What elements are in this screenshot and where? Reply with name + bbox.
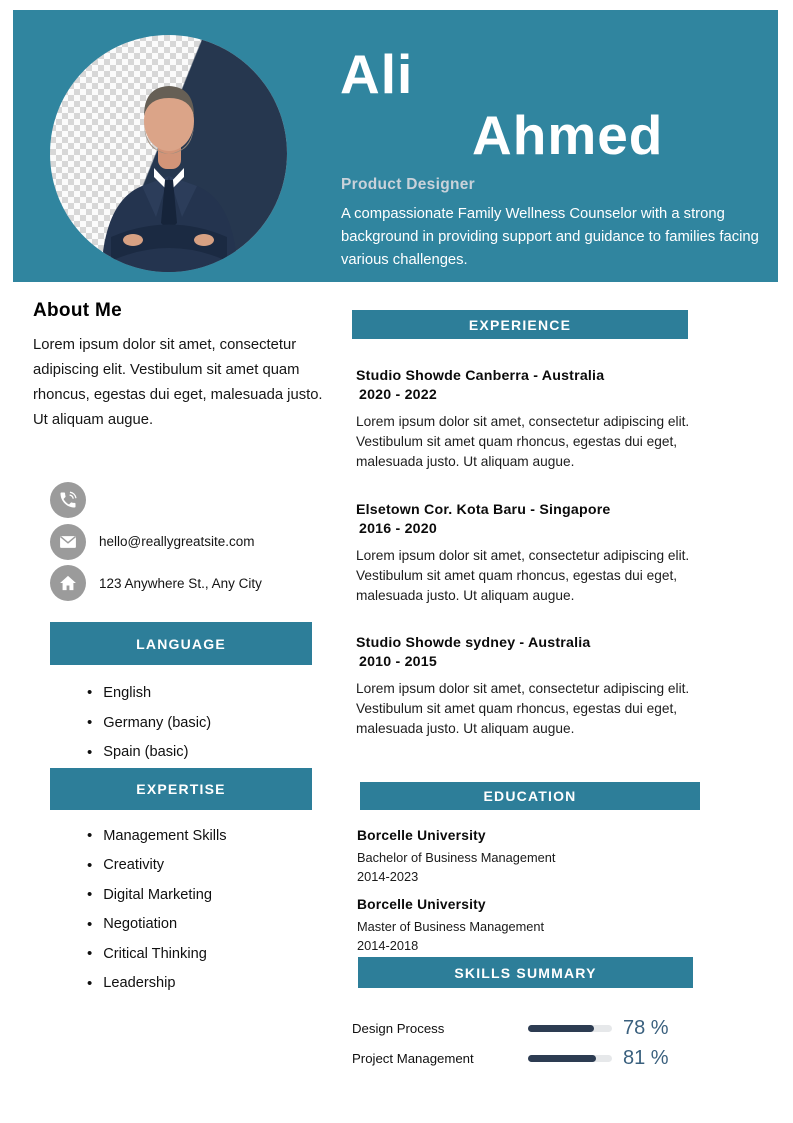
man-portrait-illustration [80, 73, 258, 272]
education-entry [357, 897, 697, 953]
experience-section-header [352, 310, 688, 339]
skill-label: Project Management [352, 1050, 474, 1066]
contact-row-phone [50, 482, 262, 518]
experience-entry [356, 368, 706, 472]
education-section-header [360, 782, 700, 810]
email-text: hello@reallygreatsite.com [99, 534, 255, 549]
skills-heading-label: SKILLS SUMMARY [454, 964, 597, 981]
header-banner [13, 10, 778, 282]
skill-progress-track [528, 1025, 612, 1032]
job-dates: 2010 - 2015 [359, 654, 437, 670]
list-item: • Digital Marketing [87, 880, 227, 910]
school-name: Borcelle University [357, 828, 486, 843]
phone-icon [50, 482, 86, 518]
contact-row-email [50, 524, 262, 560]
profile-photo [50, 35, 287, 272]
skill-progress-fill [528, 1055, 596, 1062]
list-item: • Leadership [87, 969, 227, 999]
job-dates: 2020 - 2022 [359, 387, 437, 403]
degree: Bachelor of Business Management [357, 850, 556, 865]
experience-heading-label: EXPERIENCE [468, 316, 572, 333]
address-text: 123 Anywhere St., Any City [99, 575, 262, 591]
degree: Master of Business Management [357, 919, 545, 934]
skill-progress-fill [528, 1025, 594, 1032]
job-description: Lorem ipsum dolor sit amet, consectetur adipiscing elit. Vestibulum sit amet quam rhoncus, egestas dui eget, malesuada justo. Ut aliquam augue. [356, 414, 690, 469]
profile-summary: A compassionate Family Wellness Counselor with a strong background in providing support and guidance to families facing various challenges. [341, 206, 759, 268]
job-title-line: Elsetown Cor. Kota Baru - Singapore [356, 502, 611, 518]
job-title: Product Designer [341, 176, 475, 193]
language-section-header [50, 622, 312, 665]
contact-list [50, 482, 262, 607]
experience-entry [356, 635, 706, 739]
list-item: • Germany (basic) [87, 708, 211, 738]
job-dates: 2016 - 2020 [359, 521, 437, 537]
skill-row [352, 1013, 697, 1043]
skill-label: Design Process [352, 1020, 445, 1036]
expertise-section-header [50, 768, 312, 810]
about-heading: About Me [33, 300, 122, 321]
list-item: • Spain (basic) [87, 737, 211, 767]
language-heading-label: LANGUAGE [136, 635, 226, 652]
education-dates: 2014-2023 [357, 869, 419, 884]
education-dates: 2014-2018 [357, 938, 419, 953]
skill-row [352, 1043, 697, 1073]
skill-percent: 78 % [623, 1016, 669, 1039]
language-list [87, 678, 211, 767]
list-item: • English [87, 678, 211, 708]
list-item: • Critical Thinking [87, 939, 227, 969]
skill-progress-track [528, 1055, 612, 1062]
school-name: Borcelle University [357, 897, 486, 912]
list-item: • Management Skills [87, 821, 227, 851]
contact-row-address [50, 565, 262, 601]
home-icon [50, 565, 86, 601]
list-item: • Negotiation [87, 910, 227, 940]
email-icon [50, 524, 86, 560]
education-entry [357, 828, 697, 884]
name-second-line: Ahmed [472, 104, 664, 166]
job-title-line: Studio Showde sydney - Australia [356, 635, 591, 651]
name-first-line: Ali [340, 43, 414, 105]
expertise-heading-label: EXPERTISE [136, 781, 226, 797]
experience-entry [356, 502, 706, 606]
job-title-line: Studio Showde Canberra - Australia [356, 368, 605, 384]
skill-percent: 81 % [623, 1046, 669, 1069]
person-name [340, 44, 663, 166]
expertise-list [87, 821, 227, 998]
about-text: Lorem ipsum dolor sit amet, consectetur adipiscing elit. Vestibulum sit amet quam rhoncus, egestas dui eget, malesuada justo. Ut aliquam augue. [33, 337, 323, 428]
skills-list [352, 1013, 697, 1073]
skills-summary-section-header [358, 957, 693, 988]
job-description: Lorem ipsum dolor sit amet, consectetur adipiscing elit. Vestibulum sit amet quam rhoncus, egestas dui eget, malesuada justo. Ut aliquam augue. [356, 548, 690, 603]
list-item: • Creativity [87, 851, 227, 881]
job-description: Lorem ipsum dolor sit amet, consectetur adipiscing elit. Vestibulum sit amet quam rhoncus, egestas dui eget, malesuada justo. Ut aliquam augue. [356, 681, 690, 736]
education-heading-label: EDUCATION [483, 788, 577, 804]
